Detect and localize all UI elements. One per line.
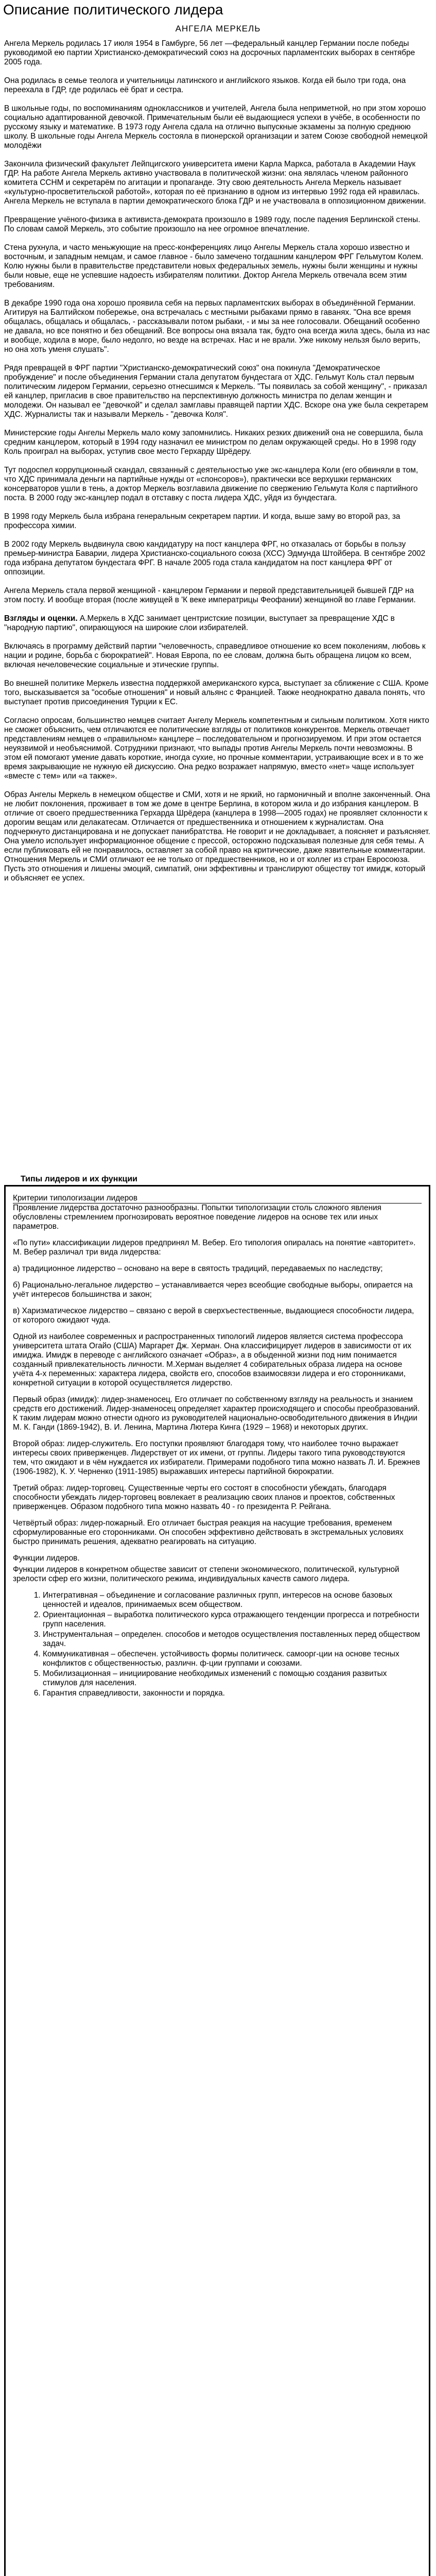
list-item: 5. Мобилизационная – инициирование необходимых изменений с помощью создания развитых стимулов для населения. xyxy=(43,1669,422,1688)
paragraph: «По пути» классификации лидеров предпринял М. Вебер. Его типология опиралась на понятие «авторитет». М. Вебер различал три вида лидерства: xyxy=(13,1239,416,1257)
paragraph: Одной из наиболее современных и распространенных типологий лидеров является система профессора университета штата Огайо (США) Маргарет Дж. Херман. Она классифицирует лидеров в зависимости от их имиджа. Имидж в переводе с английского означает «Образ», а в обыденной жизни под ним понимается созданный привлекательность личности. М.Херман выделяет 4 собирательных образа лидера на основе учёта 4-х переменных: характера лидера, свойств его, способов взаимосвязи лидера и его сторонниками, конкретной ситуации в которой осуществляется лидерство. xyxy=(13,1332,412,1387)
paragraph: Ангела Меркель стала первой женщиной - канцлером Германии и первой представительницей бывшей ГДР на этом посту. И вообще вторая (после живущей в 'К веке императрицы Феофании) женщиной во главе Германии. xyxy=(4,586,416,604)
paragraph: Тут подоспел коррупционный скандал, связанный с деятельностью уже экс-канцлера Коли (его обвиняли в том, что ХДС принимала деньги на партийные нужды от «спонсоров»), практически все верхушки германских консерваторов ушли в тень, а доктор Меркель возглавила движение по свержению Гельмута Коля с партийного поста. В 2000 году экс-канцлер подал в отставку с поста лидера ХДС, уйдя из бундестага. xyxy=(4,466,418,502)
paragraph: Согласно опросам, большинство немцев считает Ангелу Меркель компетентным и сильным политиком. Хотя никто не сможет объяснить, чем отличаются ее политические взгляды от политиков конкурентов. Меркель отвечает представлениям немцев о «правильном» канцлере – последовательном и прогнозируемом. И при этом остается неуязвимой и необъяснимой. Сотрудники признают, что выпады против Ангелы Меркель почти невозможны. В этом ей помогают умение давать короткие, иногда сухие, но прочные комментарии, устраивающие всех и в то же время закрывающие не нужную ей дискуссию. Она редко возражает напрямую, вместо «нет» чаще использует «вместе с тем» или «а также». xyxy=(4,716,429,781)
list-item: 4. Коммуникативная – обеспечен. устойчивость формы политическ. самоорг-ции на основе тесных конфликтов с общественностью, различн. ф-ции группами и союзами. xyxy=(43,1650,422,1668)
weber-type: а) традиционное лидерство – основано на вере в святость традиций, передаваемых по наследству; xyxy=(13,1264,383,1273)
author-name: АНГЕЛА МЕРКЕЛЬ xyxy=(175,24,261,33)
paragraph: В 2002 году Меркель выдвинула свою кандидатуру на пост канцлера ФРГ, но отказалась от борьбы в пользу премьер-министра Баварии, лидера Христианско-социального союза (ХСС) Эдмунда Штойбера. В сентябре 2002 года избрана депутатом бундестага ФРГ. В начале 2005 года стала кандидатом на пост канцлера ФРГ от оппозиции. xyxy=(4,540,426,577)
article-body xyxy=(4,39,430,892)
image-type: Четвёртый образ: лидер-пожарный. Его отличает быстрая реакция на насущие требования, временем сформулированные его сторонниками. Он способен эффективно действовать в экстремальных условиях быстро принимать решения, адекватно реагировать на ситуацию. xyxy=(13,1519,404,1546)
criteria-heading: Критерии типологизации лидеров xyxy=(13,1194,422,1204)
paragraph: Закончила физический факультет Лейпцигского университета имени Карла Маркса, работала в Академии Наук ГДР. На работе Ангела Меркель активно участвовала в политической жизни: она являлась членом районного комитета ССНМ и секретарём по агитации и пропаганде. Эту свою деятельность Ангела Меркель называет «культурно-просветительской работой», которая по её признанию в одном из интервью 1992 года ей нравилась. Ангела Меркель не вступала в партии демократического блока ГДР и не участвовала в оппозиционном движении. xyxy=(4,160,426,206)
image-type: Второй образ: лидер-служитель. Его поступки проявляют благодаря тому, что наиболее точно выражает интересы своих приверженцев. Лидерствует от их имени, от группы. Лидеры такого типа руководствуются тем, что ожидают и в чём нуждается их избиратели. Примерами подобного типа можно назвать Л. И. Брежнев (1906-1982), К. У. Черненко (1911-1985) выражавших интересы партийной бюрократии. xyxy=(13,1439,420,1476)
weber-type: в) Харизматическое лидерство – связано с верой в сверхъестественные, выдающиеся способности лидера, от которого ожидают чуда. xyxy=(13,1307,414,1325)
section-title: Типы лидеров и их функции xyxy=(21,1175,137,1183)
functions-heading: Функции лидеров. xyxy=(13,1554,80,1563)
views-lead: Взгляды и оценки. xyxy=(4,614,78,623)
leader-types-box xyxy=(4,1185,430,2576)
weber-type: б) Рационально-легальное лидерство – устанавливается через всеобщие свободные выборы, опирается на учёт интересов большинства и закон; xyxy=(13,1281,413,1299)
paragraph: В декабре 1990 года она хорошо проявила себя на первых парламентских выборах в объединённой Германии. Агитируя на Балтийском побережье, она встречалась с местными рыбаками прямо в гаванях. "Она все время общалась, общалась и общалась, - рассказывали потом рыбаки, - и мы за нее голосовали. Обещаний особенно не давала, но все понятно и без обещаний. Все вопросы она вязала так, будто она всегда жила здесь, была из нас и вообще, ходила в море, было недолго, но везде на встречах. Нас и не врали. Уже никому нельзя было верить, но она хоть уменя слушать". xyxy=(4,299,430,354)
paragraph: Превращение учёного-физика в активиста-демократа произошло в 1989 году, после падения Берлинской стены. По словам самой Меркель, это событие произошло на нее огромное впечатление. xyxy=(4,215,421,233)
image-type: Первый образ (имидж): лидер-знаменосец. Его отличает по собственному взгляду на реальность и знанием средств его достижений. Лидер-знаменосец определяет характер происходящего и способы преобразований. К таким лидерам можно отнести одного из руководителей национально-освободительного движения в Индии М. К. Ганди (1869-1942), В. И. Ленина, Мартина Лютера Кинга (1929 – 1968) и некоторых других. xyxy=(13,1395,420,1432)
paragraph: Ангела Меркель родилась 17 июля 1954 в Гамбурге, 56 лет —федеральный канцлер Германии после победы руководимой ею партии Христианско-демократический союз на досрочных парламентских выборах в сентябре 2005 года. xyxy=(4,39,415,66)
paragraph: Она родилась в семье теолога и учительницы латинского и английского языков. Когда ей было три года, она переехала в ГДР, где родилась её брат и сестра. xyxy=(4,76,406,94)
paragraph: Проявление лидерства достаточно разнообразны. Попытки типологизации столь сложного явления обусловлены стремлением прогнозировать вероятное поведение лидеров на основе тех или иных параметров. xyxy=(13,1204,382,1231)
paragraph: В школьные годы, по воспоминаниям одноклассников и учителей, Ангела была неприметной, но при этом хорошо социально адаптированной девочкой. Примечательным были её выдающиеся успехи в учёбе, в особенности по русскому языку и математике. В 1973 году Ангела сдала на отлично выпускные экзамены за полную среднюю школу. В школьные годы Ангела Меркель состояла в пионерской организации и затем Союзе свободной немецкой молодёжи xyxy=(4,104,428,150)
list-item: 2. Ориентационная – выработка политического курса отражающего тенденции прогресса и потребности групп населения. xyxy=(43,1611,422,1629)
functions-list xyxy=(13,1591,422,1698)
list-item: 6. Гарантия справедливости, законности и порядка. xyxy=(43,1689,422,1698)
page-title: Описание политического лидера xyxy=(3,2,223,18)
paragraph: Во внешней политике Меркель известна поддержкой американского курса, выступает за сближение с США. Кроме того, высказывается за "особые отношения" и новый альянс с Францией. Также неоднократно давала понять, что выступает против присоединения Турции к ЕС. xyxy=(4,679,429,706)
views-text: А.Меркель в ХДС занимает центристские позиции, выступает за превращение ХДС в "народную партию", опирающуюся на широкие слои избирателей. xyxy=(4,614,395,632)
paragraph: Рядя превращей в ФРГ партии "Христианско-демократический союз" она покинула "Демократическое пробуждение" и после объединения Германии стала депутатом бундестага от ХДС. Гельмут Коль стал первым политическим лидером Германии, серьезно отнесшимся к Меркель. "Ты появилась за собой женщину", - приказал ей канцлер, пригласив в свое правительство на перспективную должность министра по делам женщин и молодежи. Он называл ее "девочкой" и сделал замглавы правящей партии ХДС. Вскоре она уже была секретарем ХДС. Журналисты так и называли Меркель - "девочка Коля". xyxy=(4,364,428,419)
paragraph: Образ Ангелы Меркель в немецком обществе и СМИ, хотя и не яркий, но гармоничный и вполне законченный. Она не любит поклонения, проживает в том же доме в центре Берлина, в котором жила и до избрания канцлером. В отличие от своего предшественника Герхарда Шрёдера (канцлера в 1998—2005 годах) не проявляет склонности к дорогим вещам или делакатесам. Отличается от предшественника и отношением к журналистам. Она подчеркнуто дистанцирована и не допускает панибратства. Не говорит и не докладывает, а поясняет и разъясняет. Она умело использует информационное общение с прессой, осторожно подсказывая полезные для себя темы. А если публиковать ей не понравилось, оставляет за собой право на критические, даже язвительные комментарии. Отношения Меркель и СМИ отличают ее не только от предшественников, но и от коллег из стран Евросоюза. Пусть это отношения и лишены эмоций, симпатий, они эффективны и транслируют обществу тот имидж, который и объясняет ее успех. xyxy=(4,790,430,883)
list-item: 1. Интегративная – объединение и согласование различных групп, интересов на основе базовых ценностей и идеалов, принимаемых всем обществом. xyxy=(43,1591,422,1609)
views-paragraph xyxy=(4,614,430,633)
paragraph: В 1998 году Меркель была избрана генеральным секретарем партии. И когда, выше заму во второй раз, за профессора химии. xyxy=(4,512,400,530)
paragraph: Включаясь в программу действий партии "человечность, справедливое отношение ко всем поколениям, любовь к нации и родине, борьба с бюрократией". Новая Европа, по ее словам, должна быть обращена лицом ко всем, включая нечеловеческие социальные и этические группы. xyxy=(4,642,426,669)
image-type: Третий образ: лидер-торговец. Существенные черты его состоят в способности убеждать, благодаря способности убеждать лидер-торговец вовлекает в реализацию своих планов и проектов, собственных приверженцев. Образом подобного типа можно назвать 40 - го президента Р. Рейгана. xyxy=(13,1484,395,1511)
list-item: 3. Инструментальная – определен. способов и методов осуществления поставленных перед обществом задач. xyxy=(43,1630,422,1649)
paragraph: Функции лидеров в конкретном обществе зависит от степени экономического, политической, культурной зрелости сфер его жизни, политического режима, индивидуальных качеств самого лидера. xyxy=(13,1565,399,1583)
paragraph: Стена рухнула, и часто меньжующие на пресс-конференциях лицо Ангелы Меркель стала хорошо известно и восточным, и западным немцам, и самое главное - было замечено тогдашним канцлером ФРГ Гельмутом Колем. Колю нужны были в правительстве представители новых федеральных земель, нужны были женщины и нужны были новые, еще не успевшие надоесть избирателям политики. Доктор Ангела Меркель отвечала всем этим требованиям. xyxy=(4,243,424,289)
paragraph: Министерские годы Ангелы Меркель мало кому запомнились. Никаких резких движений она не совершила, была средним канцлером, который в 1994 году назначил ее министром по делам окружающей среды. Но в 1998 году Коль проиграл на выборах, уступив свое место Герхарду Шрёдеру. xyxy=(4,429,423,456)
